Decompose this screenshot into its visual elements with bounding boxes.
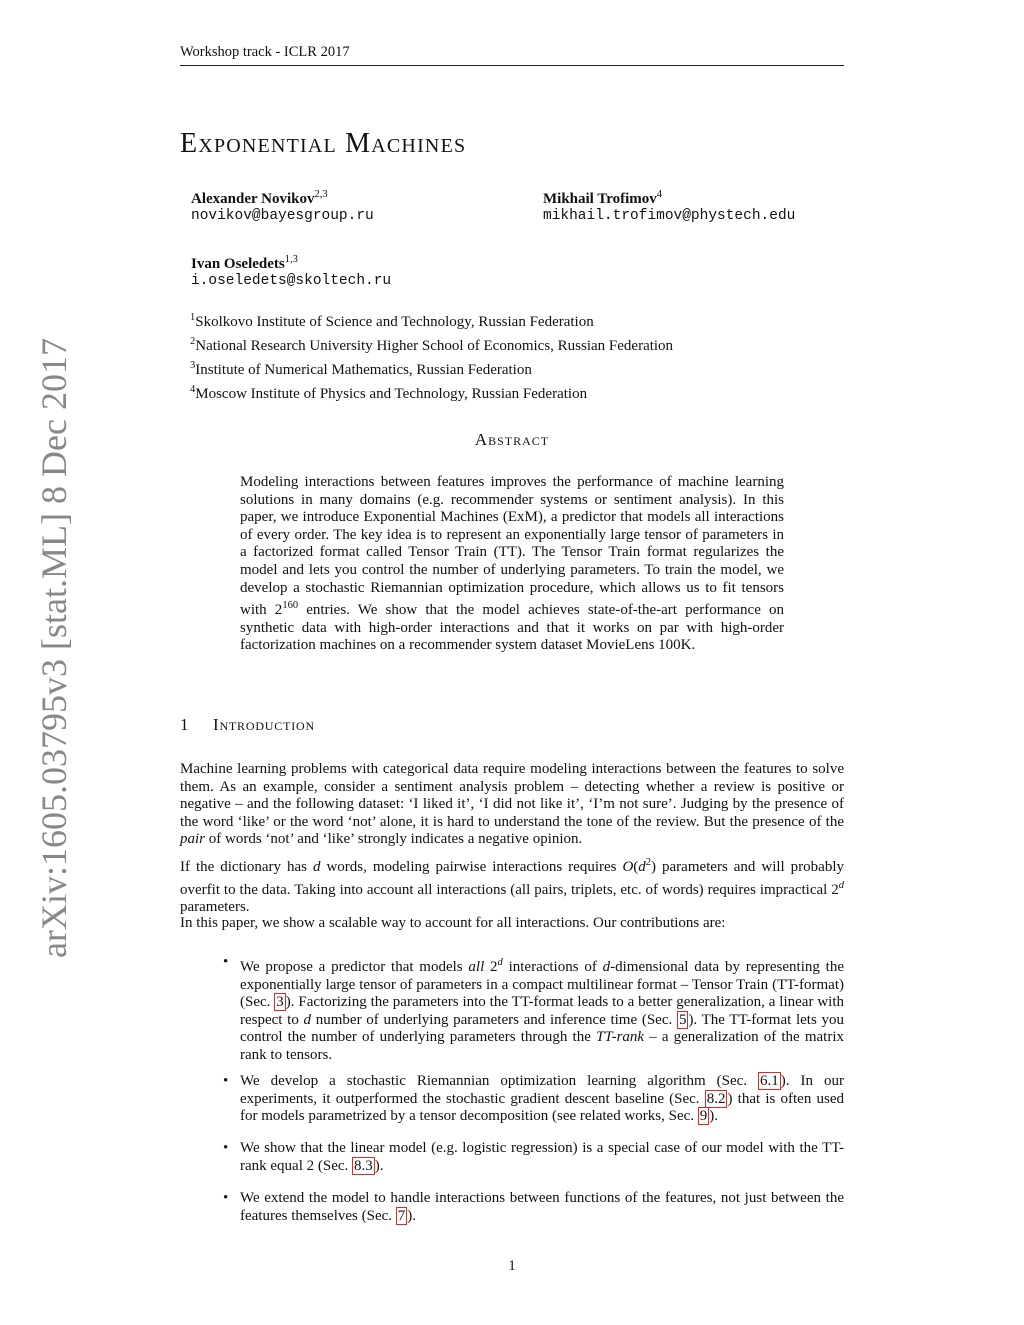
intro-paragraph-1: Machine learning problems with categorical data require modeling interactions between the features to solve them. As an example, consider a sentiment analysis problem – detecting whether a review is positive or negative – and the following dataset: ‘I liked it’, ‘I did not like it’, ‘I’m not sure’. Judging by the presence of the word ‘like’ or the word ‘not’ alone, it is hard to understand the tone of the review. But the presence of the pair of words ‘not’ and ‘like’ strongly indicates a negative opinion. [180,761,844,848]
arxiv-identifier-stamp: arXiv:1605.03795v3 [stat.ML] 8 Dec 2017 [34,338,74,958]
section-heading: 1 Introduction [180,715,315,734]
author-block-3 [191,254,391,289]
author-name: Ivan Oseledets$^{1,3}$ [191,254,298,272]
affiliation-item: $^2$National Research University Higher School of Economics, Russian Federation [190,336,674,354]
intro-paragraph-2: If the dictionary has d words, modeling pairwise interactions requires $O(d^2)$ parameters and will probably overfit to the data. Taking into account all interactions (all pairs, triplets, etc. of words) requires impractical 2$^d$ parameters. [180,857,845,916]
paper-title: Exponential Machines [180,128,467,159]
running-header: Workshop track - ICLR 2017 [180,44,350,60]
section-ref-link[interactable]: 6.1 [760,1073,779,1089]
intro-paragraph-3: In this paper, we show a scalable way to account for all interactions. Our contributions are: [180,915,726,931]
section-ref-link[interactable]: 5 [678,1011,687,1028]
author-email[interactable]: i.oseledets@skoltech.ru [191,273,392,289]
bullet-glyph: • [223,954,229,970]
abstract-heading: Abstract [474,430,550,449]
abstract-text: Modeling interactions between features improves the performance of machine learning solutions in many domains (e.g. recommender systems or sentiment analysis). In this paper, we introduce Exponential Machines (ExM), a predictor that models all interactions of every order. The key idea is to represent an exponentially large tensor of parameters in a factorized format called Tensor Train (TT). The Tensor Train format regularizes the model and lets you control the number of underlying parameters. To train the model, we develop a stochastic Riemannian optimization procedure, which allows us to fit tensors with $2^{160}$ entries. We show that the model achieves state-of-the-art performance on synthetic data with high-order interactions and that it works on par with high-order factorization machines on a recommender system dataset MovieLens 100K. [240,474,785,654]
author-name: Mikhail Trofimov$^4$ [543,189,663,207]
contribution-item: We propose a predictor that models all 2$^d$ interactions of d-dimensional data by representing the exponentially large tensor of parameters in a compact multilinear format – Tensor Train (TT-format) (Sec. 3 ). Factorizing the parameters into the TT-format leads to a better generalization, a linear with respect to d number of underlying parameters and inference time (Sec. 5 ). The TT-format lets you control the number of underlying parameters through the TT-rank – a generalization of the matrix rank to tensors. [240,957,845,1063]
bullet-glyph: • [223,1190,229,1206]
section-ref-link[interactable]: 9 [699,1108,708,1125]
section-ref-link[interactable]: 8.3 [354,1157,373,1174]
affiliations [190,308,673,404]
affiliation-item: $^3$Institute of Numerical Mathematics, Russian Federation [190,360,532,378]
section-ref-link[interactable]: 3 [276,994,284,1011]
affiliation-item: $^4$Moscow Institute of Physics and Technology, Russian Federation [190,384,588,402]
section-ref-link[interactable]: 7 [397,1207,406,1224]
bullet-glyph: • [223,1140,229,1156]
page-number: 1 [508,1258,516,1274]
author-email[interactable]: novikov@bayesgroup.ru [191,208,374,224]
bullet-glyph: • [223,1073,229,1089]
section-ref-link[interactable]: 8.2 [706,1090,726,1107]
contribution-item: We extend the model to handle interactions between functions of the features, not just between the features themselves (Sec. 7 ). [240,1190,844,1224]
author-block-2 [543,189,795,224]
header-rule [180,65,844,66]
author-block-1 [191,189,374,224]
author-name: Alexander Novikov$^{2,3}$ [191,189,328,207]
contribution-item: We develop a stochastic Riemannian optimization learning algorithm (Sec. 6.1 ). In our experiments, it outperformed the stochastic gradient descent baseline (Sec. 8.2 ) that is often used for models parametrized by a tensor decomposition (see related works, Sec. 9 ). [240,1073,844,1125]
contribution-item: We show that the linear model (e.g. logistic regression) is a special case of our model with the TT-rank equal 2 (Sec. 8.3 ). [240,1140,844,1174]
author-email[interactable]: mikhail.trofimov@phystech.edu [543,208,796,224]
affiliation-item: $^1$Skolkovo Institute of Science and Technology, Russian Federation [190,312,594,330]
